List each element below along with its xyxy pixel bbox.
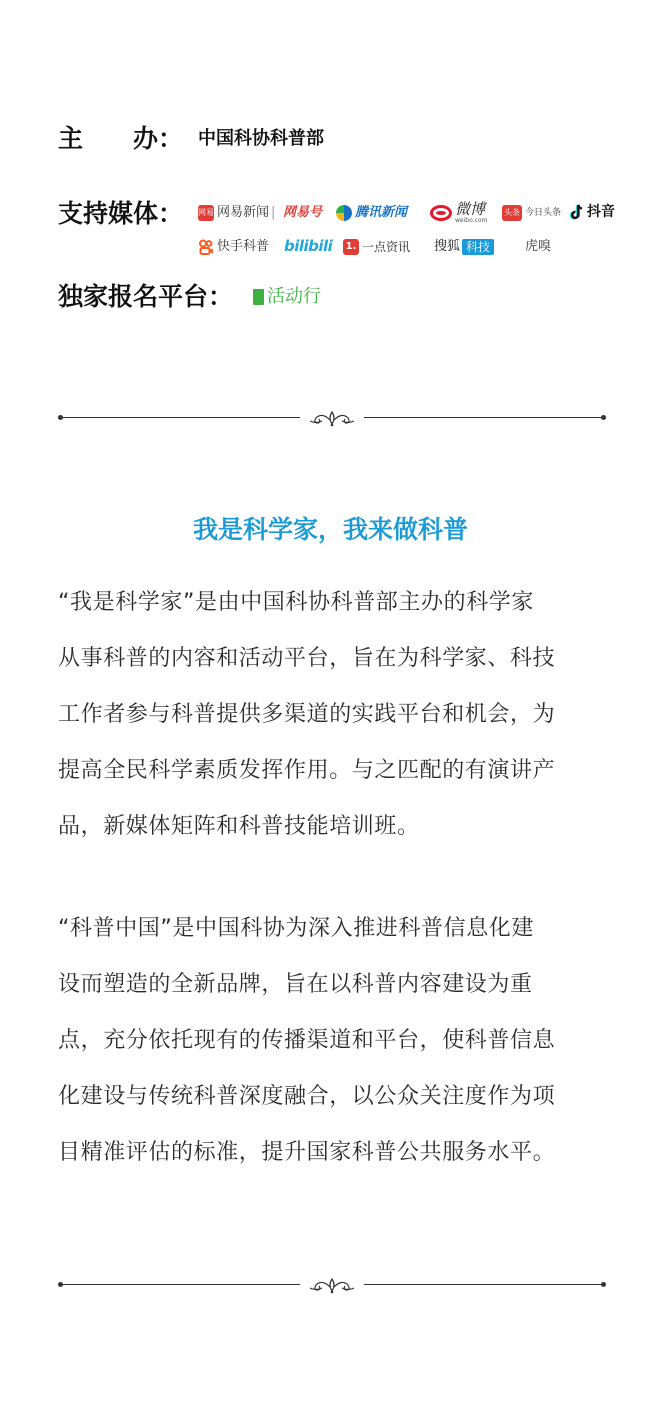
organizer-label: 主 办： (58, 124, 184, 153)
douyin-icon (570, 204, 584, 220)
paragraph-intro-scientist (58, 575, 606, 855)
toutiao-icon: 头条 (502, 205, 522, 221)
paragraph-line: 点，充分依托现有的传播渠道和平台，使科普信息 (58, 1028, 556, 1053)
ornamental-divider-bottom (58, 1275, 606, 1295)
paragraph-line: 提高全民科学素质发挥作用。与之匹配的有演讲产 (58, 758, 556, 783)
flourish-icon (308, 408, 356, 432)
netease-hao-logo: 网易号 (283, 205, 323, 220)
yidianzixun-logo: 1. 一点资讯 (343, 238, 410, 256)
huxiu-logo: 虎嗅 (525, 239, 552, 254)
section-title: 我是科学家，我来做科普 (192, 515, 468, 544)
tencent-news-logo: 腾讯新闻 (336, 204, 407, 222)
platform-label: 独家报名平台： (58, 282, 234, 311)
douyin-logo: 抖音 (570, 203, 615, 221)
media-label: 支持媒体： (58, 199, 184, 228)
paragraph-line: 设而塑造的全新品牌，旨在以科普内容建设为重 (58, 972, 533, 997)
huodongxing-logo: 活动行 (253, 287, 321, 307)
weibo-logo: 微博 weibo.com (430, 202, 487, 224)
sohu-tech-logo: 搜狐 科技 (434, 238, 494, 256)
yidianzixun-icon: 1. (343, 239, 359, 255)
netease-icon: 网易 (198, 205, 214, 221)
kuaishou-science-logo: 快手科普 (198, 238, 269, 256)
paragraph-line: “我是科学家”是由中国科协科普部主办的科学家 (58, 590, 534, 615)
organizer-value: 中国科协科普部 (198, 128, 324, 149)
paragraph-line: 从事科普的内容和活动平台，旨在为科学家、科技 (58, 646, 556, 671)
toutiao-logo: 头条 今日头条 (502, 204, 561, 222)
paragraph-line: 化建设与传统科普深度融合，以公众关注度作为项 (58, 1084, 556, 1109)
netease-news-logo: 网易 网易新闻 | (198, 205, 276, 220)
paragraph-line: 工作者参与科普提供多渠道的实践平台和机会，为 (58, 702, 556, 727)
huodongxing-icon (253, 289, 264, 305)
weibo-icon (430, 205, 452, 221)
flourish-icon (308, 1275, 356, 1299)
paragraph-line: 品，新媒体矩阵和科普技能培训班。 (58, 814, 420, 839)
tencent-news-icon (336, 205, 352, 221)
bilibili-logo: bilibili (284, 237, 333, 255)
paragraph-intro-kepu-china (58, 901, 606, 1181)
ornamental-divider (58, 408, 606, 428)
kuaishou-icon (198, 239, 214, 255)
paragraph-line: “科普中国”是中国科协为深入推进科普信息化建 (58, 916, 534, 941)
sohu-tech-badge: 科技 (462, 239, 494, 255)
paragraph-line: 目精准评估的标准，提升国家科普公共服务水平。 (58, 1140, 556, 1165)
